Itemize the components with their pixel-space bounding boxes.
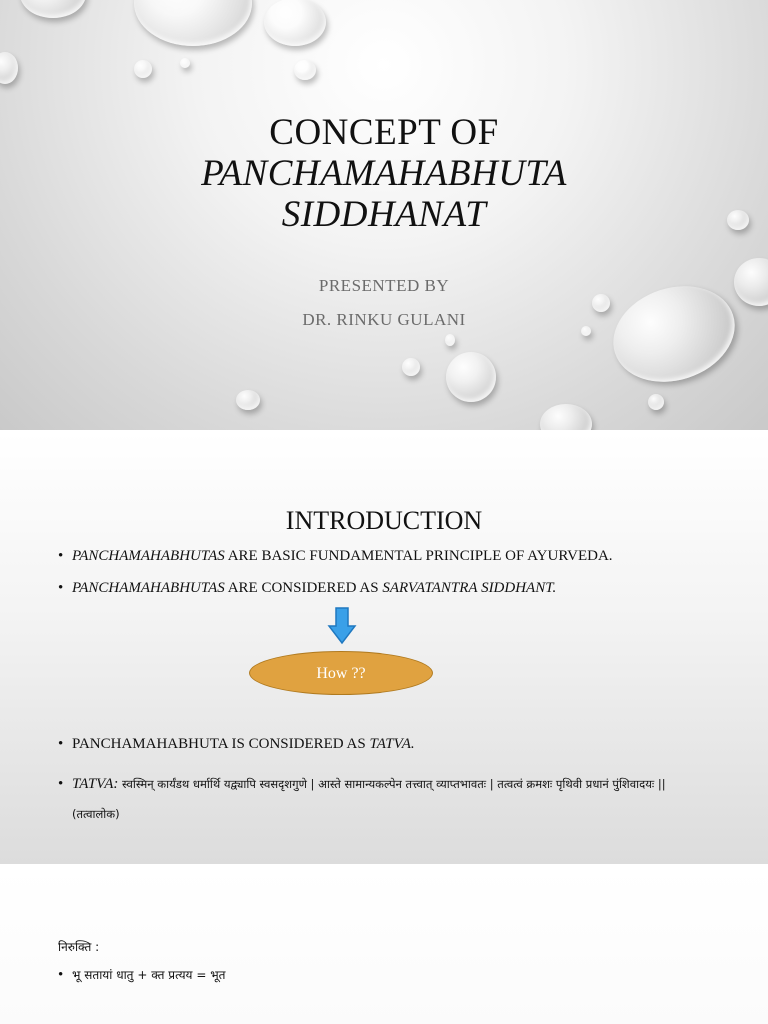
- bullet-italic-text: TATVA:: [72, 776, 119, 792]
- water-drop: [180, 58, 190, 68]
- water-drop: [236, 390, 260, 410]
- water-drop: [402, 358, 420, 376]
- nirukti-label: निरुक्ति :: [58, 940, 100, 954]
- introduction-slide: [0, 432, 768, 866]
- bullet-text: ARE CONSIDERED AS: [224, 580, 383, 596]
- bullet-item: [58, 964, 738, 986]
- bullet-text: ARE BASIC FUNDAMENTAL PRINCIPLE OF AYURVEDA.: [224, 548, 613, 564]
- how-oval: [249, 651, 433, 695]
- water-drop: [445, 334, 455, 346]
- water-drop: [540, 404, 592, 432]
- bullet-dot: •: [58, 580, 64, 596]
- water-drop: [648, 394, 664, 410]
- bullet-item: [58, 733, 738, 755]
- bullet-dot: •: [58, 776, 64, 792]
- bullet-item: [58, 577, 738, 599]
- bullet-text: PANCHAMAHABHUTA IS CONSIDERED AS: [72, 736, 370, 752]
- bullet-dot: •: [58, 736, 64, 752]
- title-line-2: PANCHAMAHABHUTA: [201, 153, 567, 194]
- water-drop: [134, 0, 252, 46]
- water-drop: [446, 352, 496, 402]
- bullet-italic-text: SARVATANTRA SIDDHANT.: [382, 580, 557, 596]
- bullet-dot: •: [58, 548, 64, 564]
- presented-by-label: PRESENTED BY: [318, 276, 450, 295]
- water-drop: [134, 60, 152, 78]
- nirukti-slide: [0, 866, 768, 1024]
- water-drop: [264, 0, 326, 46]
- slide-heading: INTRODUCTION: [285, 506, 483, 535]
- sanskrit-source: (तत्वालोक): [72, 807, 120, 821]
- title-slide: [0, 0, 768, 432]
- title-line-3: SIDDHANAT: [281, 194, 487, 235]
- slide-title: [0, 112, 768, 235]
- title-line-1: CONCEPT OF: [269, 112, 499, 153]
- bullet-italic-text: PANCHAMAHABHUTAS: [72, 548, 225, 564]
- down-arrow-icon: [327, 606, 357, 646]
- bullet-item: [58, 545, 738, 567]
- presenter-name: DR. RINKU GULANI: [302, 310, 466, 329]
- how-label: How ??: [316, 665, 366, 682]
- bullet-italic-text: PANCHAMAHABHUTAS: [72, 580, 225, 596]
- water-drop: [294, 60, 316, 80]
- bullet-dot: •: [58, 967, 64, 983]
- bullet-italic-text: TATVA.: [369, 736, 415, 752]
- water-drop: [20, 0, 86, 18]
- water-drop: [0, 52, 18, 84]
- sanskrit-verse: स्वस्मिन् कार्यंडथ धर्मार्थि यद्व्यापि स्वसदृशगुणे | आस्ते सामान्यकल्पेन तत्त्वात् व्याप्तभावतः | तत्वत्वं क्रमशः पृथिवी प्रधानं पुंशिवादयः ||: [118, 777, 666, 791]
- bullet-text: भू सतायां धातु + क्त प्रत्यय = भूत: [72, 968, 226, 982]
- bullet-item: [58, 769, 738, 829]
